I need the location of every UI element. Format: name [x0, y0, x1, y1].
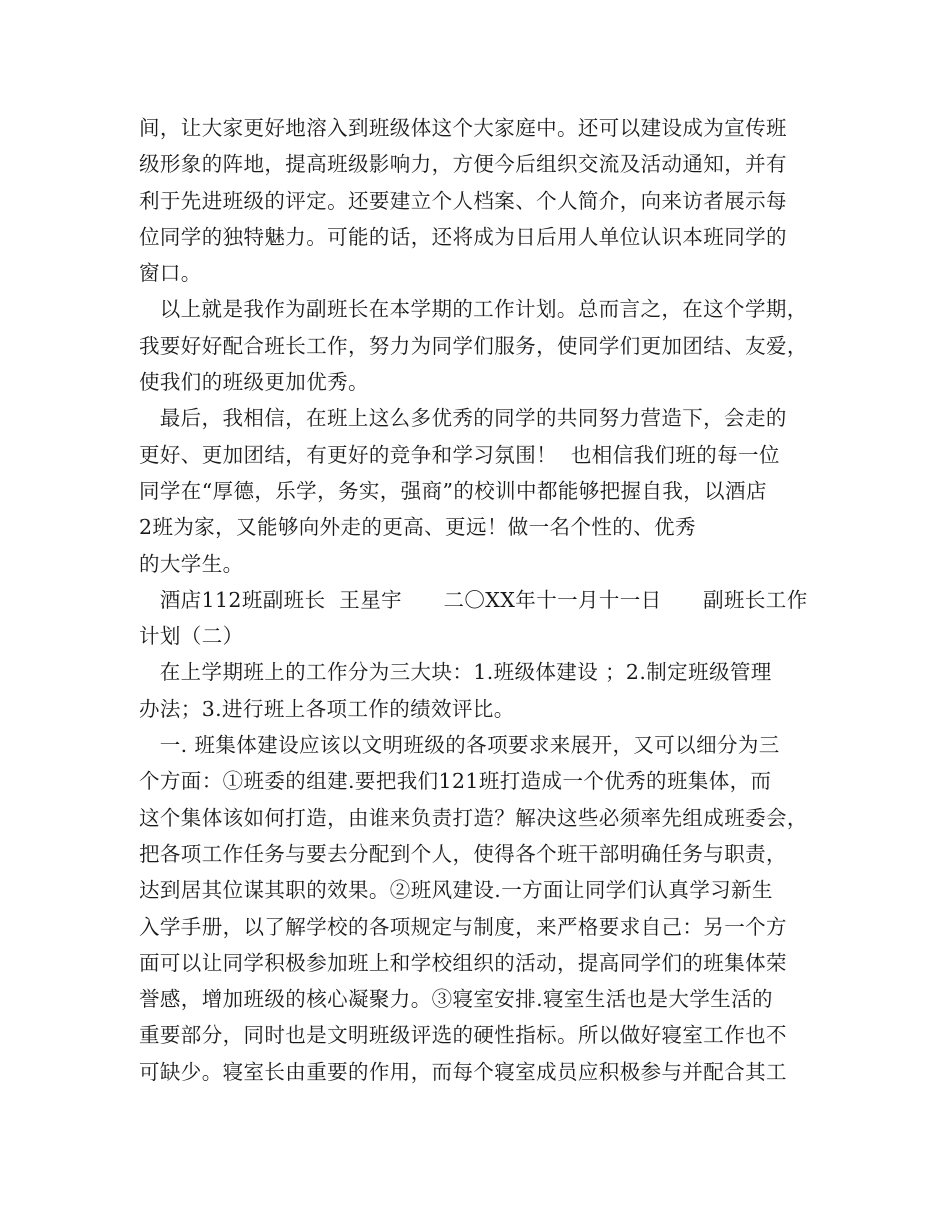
text-line: 以上就是我作为副班长在本学期的工作计划。总而言之，在这个学期， [139, 297, 808, 322]
text-line: 间，让大家更好地溶入到班级体这个大家庭中。还可以建设成为宣传班 [139, 116, 787, 140]
text-line: 使我们的班级更加优秀。 [139, 370, 369, 395]
text-line: 2班为家，又能够向外走的更高、更远！做一名个性的、优秀 [139, 515, 696, 540]
text-line: 计划（二） [139, 624, 244, 649]
text-line: 位同学的独特魅力。可能的话，还将成为日后用人单位认识本班同学的 [139, 224, 787, 249]
text-line: 同学在“厚德，乐学，务实，强商”的校训中都能够把握自我，以酒店 [139, 478, 767, 503]
document-body [139, 110, 829, 1090]
text-line: 我要好好配合班长工作，努力为同学们服务，使同学们更加团结、友爱， [139, 333, 808, 358]
text-line: 个方面：①班委的组建.要把我们121班打造成一个优秀的班集体，而 [139, 769, 772, 794]
text-line: 利于先进班级的评定。还要建立个人档案、个人简介，向来访者展示每 [139, 188, 787, 213]
text-line: 誉感，增加班级的核心凝聚力。③寝室安排.寝室生活也是大学生活的 [139, 987, 773, 1012]
text-line: 在上学期班上的工作分为三大块：1.班级体建设 ；2.制定班级管理 [139, 660, 772, 685]
text-line: 最后，我相信，在班上这么多优秀的同学的共同努力营造下，会走的 [139, 406, 787, 431]
text-line: 可缺少。寝室长由重要的作用，而每个寝室成员应积极参与并配合其工 [139, 1059, 787, 1084]
text-line: 一. 班集体建设应该以文明班级的各项要求来展开，又可以细分为三 [139, 733, 780, 758]
text-line: 酒店112班副班长 王星宇 二〇XX年十一月十一日 副班长工作 [139, 587, 808, 612]
text-line: 级形象的阵地，提高班级影响力，方便今后组织交流及活动通知，并有 [139, 152, 787, 177]
text-line: 的大学生。 [139, 551, 244, 576]
text-line: 重要部分，同时也是文明班级评选的硬性指标。所以做好寝室工作也不 [139, 1023, 787, 1048]
text-line: 面可以让同学积极参加班上和学校组织的活动，提高同学们的班集体荣 [139, 950, 787, 975]
text-line: 达到居其位谋其职的效果。②班风建设.一方面让同学们认真学习新生 [139, 878, 773, 903]
text-line: 办法；3.进行班上各项工作的绩效评比。 [139, 696, 515, 721]
text-line: 这个集体该如何打造，由谁来负责打造？解决这些必须率先组成班委会， [139, 805, 808, 830]
text-line: 把各项工作任务与要去分配到个人，使得各个班干部明确任务与职责， [139, 841, 787, 866]
text-line: 更好、更加团结，有更好的竞争和学习氛围！ 也相信我们班的每一位 [139, 442, 780, 467]
text-line: 入学手册，以了解学校的各项规定与制度，来严格要求自己：另一个方 [139, 914, 787, 939]
text-line: 窗口。 [139, 261, 202, 286]
